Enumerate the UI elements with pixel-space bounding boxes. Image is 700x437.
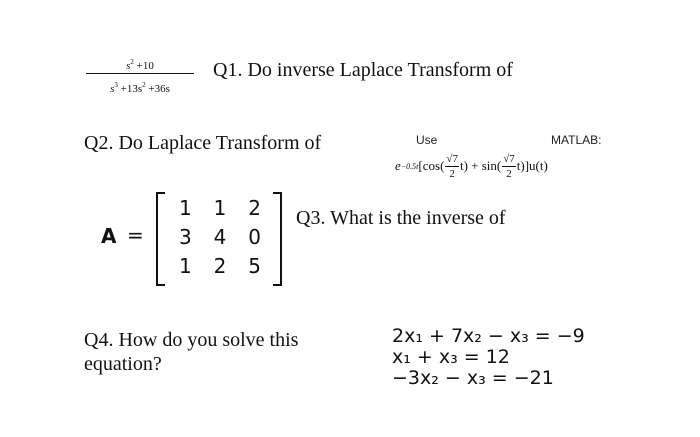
formula-base: e — [395, 158, 401, 173]
fraction-bar — [86, 73, 194, 74]
q1-numerator: $s^2 +10$ — [126, 58, 154, 72]
matrix-bracket-right — [273, 192, 282, 286]
formula-close: t)]u(t) — [516, 158, 548, 173]
q3-text: Q3. What is the inverse of — [296, 207, 506, 229]
matrix-equals: = — [127, 223, 144, 247]
q2-text: Q2. Do Laplace Transform of — [84, 132, 322, 154]
matrix-cell: 1 — [213, 196, 227, 220]
matrix-cell: 1 — [178, 196, 192, 220]
equation-3: −3x₂ − x₃ = −21 — [392, 367, 554, 389]
q1-denominator: $s^3 +13s^2 +36s$ — [110, 81, 170, 95]
q1-fraction — [86, 54, 194, 94]
q1-text: Q1. Do inverse Laplace Transform of — [213, 59, 513, 81]
matrix-cell: 2 — [213, 254, 227, 278]
matrix-cell: 2 — [248, 196, 262, 220]
matrix-cell: 4 — [213, 225, 227, 249]
formula-exponent: −0.5t — [400, 161, 419, 171]
formula-fraction-cos: √7 2 — [446, 152, 458, 180]
equation-2: x₁ + x₃ = 12 — [392, 346, 510, 368]
matrix-label: A — [101, 224, 117, 248]
matrix-cell: 3 — [178, 225, 192, 249]
matrix-cell: 5 — [248, 254, 262, 278]
matrix-cell: 1 — [178, 254, 192, 278]
matrix-cell: 0 — [248, 225, 262, 249]
equation-system — [392, 326, 585, 389]
q4-text: Q4. How do you solve this equation? — [84, 329, 299, 375]
q2-formula — [395, 147, 548, 185]
matrix-grid — [168, 194, 272, 281]
formula-fraction-sin: √7 2 — [503, 152, 515, 180]
use-label: Use — [416, 133, 438, 147]
formula-open: [cos( — [418, 158, 445, 173]
equation-1: 2x₁ + 7x₂ − x₃ = −9 — [392, 325, 585, 347]
matrix-bracket-left — [156, 192, 165, 286]
matlab-label: MATLAB: — [551, 133, 602, 147]
formula-mid: t) + sin( — [459, 158, 502, 173]
matrix-a — [156, 192, 282, 284]
